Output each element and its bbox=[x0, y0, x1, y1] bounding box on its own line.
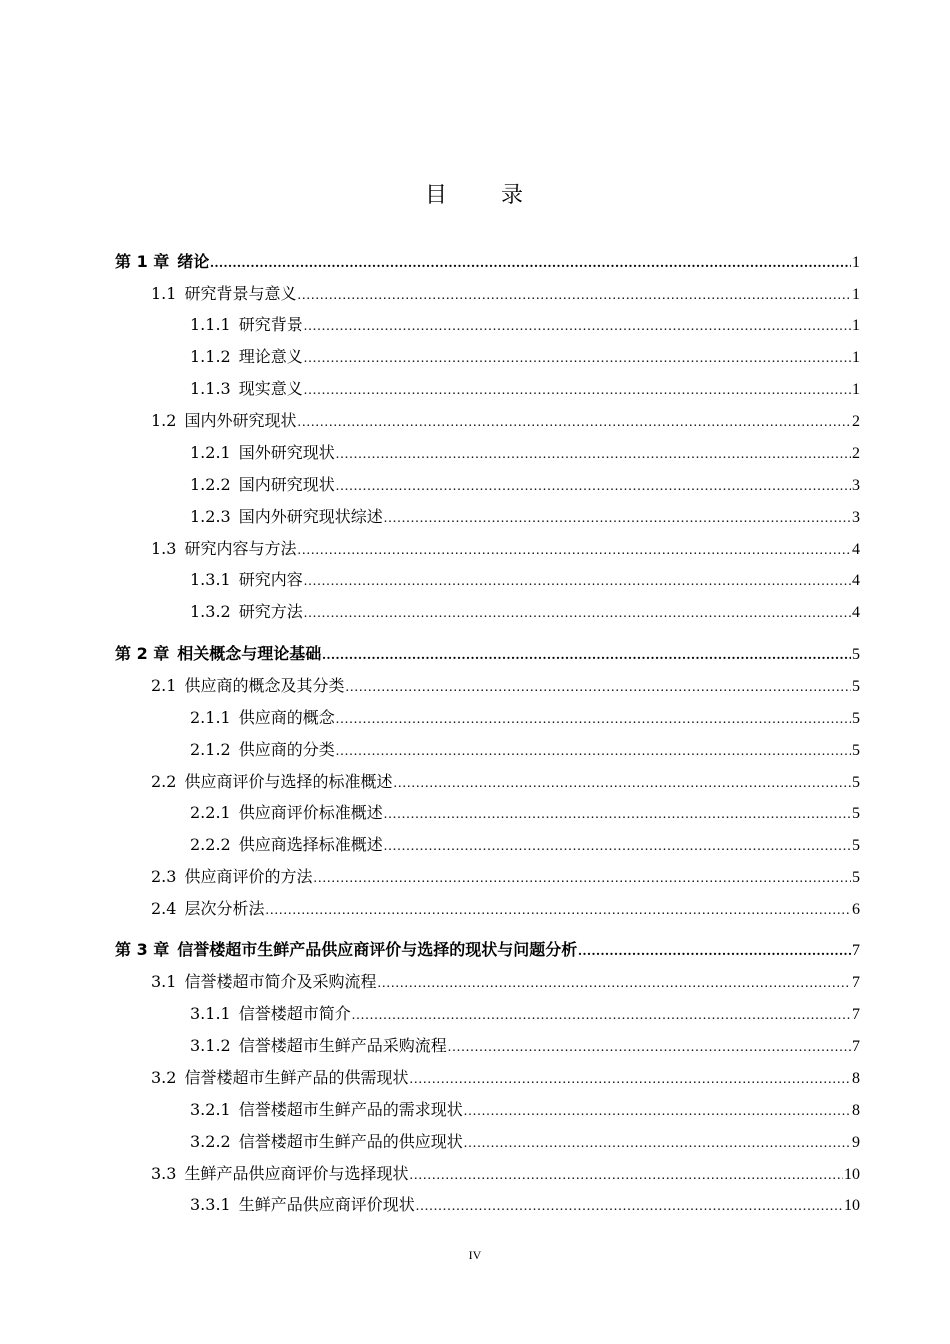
toc-page-number: 5 bbox=[852, 710, 860, 727]
toc-page-number: 8 bbox=[852, 1070, 860, 1087]
toc-subsection-3-1-2[interactable] bbox=[190, 1034, 860, 1058]
page-title bbox=[0, 178, 950, 209]
toc-text: 信誉楼超市生鲜产品供应商评价与选择的现状与问题分析 bbox=[177, 940, 578, 959]
toc-text: 层次分析法 bbox=[184, 899, 265, 918]
toc-text: 供应商评价的方法 bbox=[184, 867, 313, 886]
toc-page-number: 5 bbox=[852, 678, 860, 695]
toc-text: 研究内容与方法 bbox=[184, 539, 297, 558]
toc-page-number: 6 bbox=[852, 901, 860, 918]
toc-text: 国内外研究现状 bbox=[184, 411, 297, 430]
toc-page-number: 5 bbox=[852, 646, 860, 663]
toc-leader-dots bbox=[352, 1004, 851, 1028]
toc-leader-dots bbox=[384, 507, 851, 531]
toc-subsection-2-1-2[interactable] bbox=[190, 738, 860, 762]
toc-leader-dots bbox=[336, 708, 851, 732]
toc-number: 3.3.1 bbox=[190, 1195, 231, 1214]
toc-number: 2.2 bbox=[151, 772, 177, 791]
toc-text: 研究背景与意义 bbox=[184, 284, 297, 303]
toc-number: 1.1 bbox=[151, 284, 177, 303]
toc-leader-dots bbox=[210, 252, 851, 276]
toc-leader-dots bbox=[464, 1132, 851, 1156]
toc-leader-dots bbox=[336, 443, 851, 467]
toc-subsection-1-2-3[interactable] bbox=[190, 505, 860, 529]
toc-page-number: 5 bbox=[852, 742, 860, 759]
toc-text: 相关概念与理论基础 bbox=[177, 644, 322, 663]
toc-leader-dots bbox=[384, 803, 851, 827]
toc-page-number: 5 bbox=[852, 869, 860, 886]
toc-section-1-1[interactable] bbox=[151, 282, 860, 306]
toc-page-number: 7 bbox=[852, 1038, 860, 1055]
toc-text: 信誉楼超市生鲜产品的供应现状 bbox=[238, 1132, 463, 1151]
toc-page-number: 7 bbox=[852, 974, 860, 991]
toc-text: 研究内容 bbox=[238, 570, 303, 589]
toc-text: 理论意义 bbox=[238, 347, 303, 366]
toc-number: 1.2.1 bbox=[190, 443, 231, 462]
toc-leader-dots bbox=[393, 772, 851, 796]
page-title-left-char: 目 bbox=[424, 183, 449, 208]
toc-leader-dots bbox=[322, 644, 851, 668]
toc-number: 第 2 章 bbox=[115, 644, 170, 663]
toc-number: 1.3 bbox=[151, 539, 177, 558]
toc-leader-dots bbox=[297, 284, 851, 308]
toc-text: 信誉楼超市简介 bbox=[238, 1004, 351, 1023]
toc-number: 1.1.1 bbox=[190, 315, 231, 334]
toc-text: 供应商的概念 bbox=[238, 708, 335, 727]
toc-page-number: 2 bbox=[852, 445, 860, 462]
toc-page-number: 8 bbox=[852, 1102, 860, 1119]
toc-text: 供应商评价标准概述 bbox=[238, 803, 383, 822]
toc-number: 2.1 bbox=[151, 676, 177, 695]
toc-subsection-1-2-1[interactable] bbox=[190, 441, 860, 465]
toc-page-number: 1 bbox=[852, 254, 860, 271]
toc-subsection-2-2-1[interactable] bbox=[190, 801, 860, 825]
toc-text: 国内研究现状 bbox=[238, 475, 335, 494]
toc-number: 2.4 bbox=[151, 899, 177, 918]
toc-page-number: 4 bbox=[852, 572, 860, 589]
toc-chapter-3[interactable] bbox=[115, 938, 860, 962]
toc-subsection-3-2-2[interactable] bbox=[190, 1130, 860, 1154]
toc-leader-dots bbox=[448, 1036, 851, 1060]
toc-leader-dots bbox=[297, 411, 851, 435]
toc-text: 生鲜产品供应商评价现状 bbox=[238, 1195, 415, 1214]
toc-page-number: 1 bbox=[852, 317, 860, 334]
toc-number: 3.2.2 bbox=[190, 1132, 231, 1151]
toc-text: 研究方法 bbox=[238, 602, 303, 621]
toc-section-3-2[interactable] bbox=[151, 1066, 860, 1090]
toc-text: 信誉楼超市生鲜产品采购流程 bbox=[238, 1036, 447, 1055]
toc-subsection-2-2-2[interactable] bbox=[190, 833, 860, 857]
toc-page-number: 1 bbox=[852, 349, 860, 366]
toc-leader-dots bbox=[464, 1100, 851, 1124]
toc-page-number: 7 bbox=[852, 1006, 860, 1023]
toc-page-number: 10 bbox=[844, 1197, 860, 1214]
toc-number: 3.1.2 bbox=[190, 1036, 231, 1055]
toc-section-3-1[interactable] bbox=[151, 970, 860, 994]
toc-leader-dots bbox=[336, 475, 851, 499]
toc-subsection-1-3-2[interactable] bbox=[190, 600, 860, 624]
page-title-right-char: 录 bbox=[501, 183, 526, 208]
toc-number: 2.2.2 bbox=[190, 835, 231, 854]
toc-leader-dots bbox=[336, 740, 851, 764]
toc-page-number: 5 bbox=[852, 837, 860, 854]
toc-subsection-1-2-2[interactable] bbox=[190, 473, 860, 497]
toc-text: 信誉楼超市简介及采购流程 bbox=[184, 972, 377, 991]
toc-page-number: 10 bbox=[844, 1166, 860, 1183]
toc-number: 2.1.2 bbox=[190, 740, 231, 759]
toc-leader-dots bbox=[313, 867, 851, 891]
toc-section-2-3[interactable] bbox=[151, 865, 860, 889]
toc-subsection-3-3-1[interactable] bbox=[190, 1193, 860, 1217]
toc-chapter-1[interactable] bbox=[115, 250, 860, 274]
toc-text: 研究背景 bbox=[238, 315, 303, 334]
toc-number: 第 3 章 bbox=[115, 940, 170, 959]
toc-text: 绪论 bbox=[177, 252, 210, 271]
toc-number: 1.2 bbox=[151, 411, 177, 430]
toc-leader-dots bbox=[304, 379, 851, 403]
toc-text: 信誉楼超市生鲜产品的供需现状 bbox=[184, 1068, 409, 1087]
toc-text: 生鲜产品供应商评价与选择现状 bbox=[184, 1164, 409, 1183]
toc-number: 1.3.2 bbox=[190, 602, 231, 621]
toc-subsection-2-1-1[interactable] bbox=[190, 706, 860, 730]
toc-number: 1.2.3 bbox=[190, 507, 231, 526]
toc-text: 国内外研究现状综述 bbox=[238, 507, 383, 526]
toc-page-number: 2 bbox=[852, 413, 860, 430]
toc-leader-dots bbox=[304, 315, 851, 339]
toc-text: 现实意义 bbox=[238, 379, 303, 398]
toc-number: 2.2.1 bbox=[190, 803, 231, 822]
toc-number: 1.1.2 bbox=[190, 347, 231, 366]
toc-number: 1.1.3 bbox=[190, 379, 231, 398]
toc-number: 1.2.2 bbox=[190, 475, 231, 494]
toc-leader-dots bbox=[409, 1068, 851, 1092]
toc-page-number: 3 bbox=[852, 509, 860, 526]
toc-leader-dots bbox=[377, 972, 851, 996]
toc-subsection-3-2-1[interactable] bbox=[190, 1098, 860, 1122]
toc-subsection-1-1-1[interactable] bbox=[190, 313, 860, 337]
toc-section-2-1[interactable] bbox=[151, 674, 860, 698]
toc-page-number: 4 bbox=[852, 604, 860, 621]
toc-text: 供应商的分类 bbox=[238, 740, 335, 759]
toc-subsection-3-1-1[interactable] bbox=[190, 1002, 860, 1026]
toc-leader-dots bbox=[297, 539, 851, 563]
toc-leader-dots bbox=[416, 1195, 843, 1219]
toc-leader-dots bbox=[304, 347, 851, 371]
toc-leader-dots bbox=[304, 602, 851, 626]
toc-number: 3.2 bbox=[151, 1068, 177, 1087]
toc-page-number: 9 bbox=[852, 1134, 860, 1151]
toc-leader-dots bbox=[409, 1164, 843, 1188]
toc-text: 供应商评价与选择的标准概述 bbox=[184, 772, 393, 791]
toc-page-number: 3 bbox=[852, 477, 860, 494]
toc-number: 1.3.1 bbox=[190, 570, 231, 589]
page-footer-number: IV bbox=[468, 1248, 482, 1262]
toc-leader-dots bbox=[384, 835, 851, 859]
toc-text: 国外研究现状 bbox=[238, 443, 335, 462]
toc-leader-dots bbox=[304, 570, 851, 594]
toc-chapter-2[interactable] bbox=[115, 642, 860, 666]
toc-number: 2.1.1 bbox=[190, 708, 231, 727]
toc-page-number: 4 bbox=[852, 541, 860, 558]
toc-number: 3.3 bbox=[151, 1164, 177, 1183]
toc-text: 信誉楼超市生鲜产品的需求现状 bbox=[238, 1100, 463, 1119]
toc-page-number: 5 bbox=[852, 805, 860, 822]
toc-number: 第 1 章 bbox=[115, 252, 170, 271]
toc-section-1-3[interactable] bbox=[151, 537, 860, 561]
toc-text: 供应商的概念及其分类 bbox=[184, 676, 345, 695]
toc-number: 3.1 bbox=[151, 972, 177, 991]
toc-subsection-1-1-2[interactable] bbox=[190, 345, 860, 369]
toc-section-2-4[interactable] bbox=[151, 897, 860, 921]
toc-number: 3.2.1 bbox=[190, 1100, 231, 1119]
toc-leader-dots bbox=[265, 899, 851, 923]
toc-page-number: 5 bbox=[852, 774, 860, 791]
toc-number: 3.1.1 bbox=[190, 1004, 231, 1023]
toc-subsection-1-3-1[interactable] bbox=[190, 568, 860, 592]
toc-page-number: 1 bbox=[852, 381, 860, 398]
toc-leader-dots bbox=[578, 940, 851, 964]
toc-subsection-1-1-3[interactable] bbox=[190, 377, 860, 401]
toc-page-number: 1 bbox=[852, 286, 860, 303]
toc-section-1-2[interactable] bbox=[151, 409, 860, 433]
toc-section-3-3[interactable] bbox=[151, 1162, 860, 1186]
toc-section-2-2[interactable] bbox=[151, 770, 860, 794]
toc-page-number: 7 bbox=[852, 942, 860, 959]
toc-number: 2.3 bbox=[151, 867, 177, 886]
toc-text: 供应商选择标准概述 bbox=[238, 835, 383, 854]
toc-leader-dots bbox=[345, 676, 851, 700]
